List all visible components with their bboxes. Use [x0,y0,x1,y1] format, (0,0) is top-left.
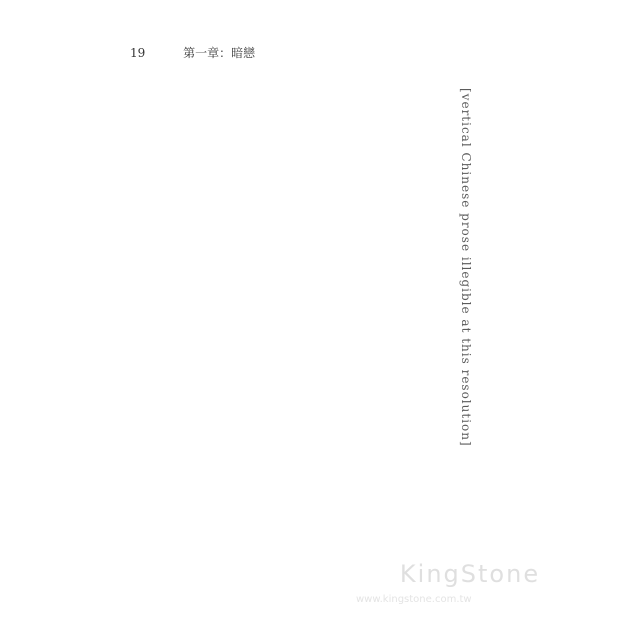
page-number: 19 [130,46,146,60]
chapter-title: 第一章：暗戀 [183,46,256,60]
watermark-url: www.kingstone.com.tw [356,594,472,605]
kingstone-watermark: KingStone [399,560,541,588]
running-header [130,44,255,61]
vertical-body-text [150,88,480,598]
body-placeholder: [vertical Chinese prose illegible at this resolution] [459,88,473,447]
